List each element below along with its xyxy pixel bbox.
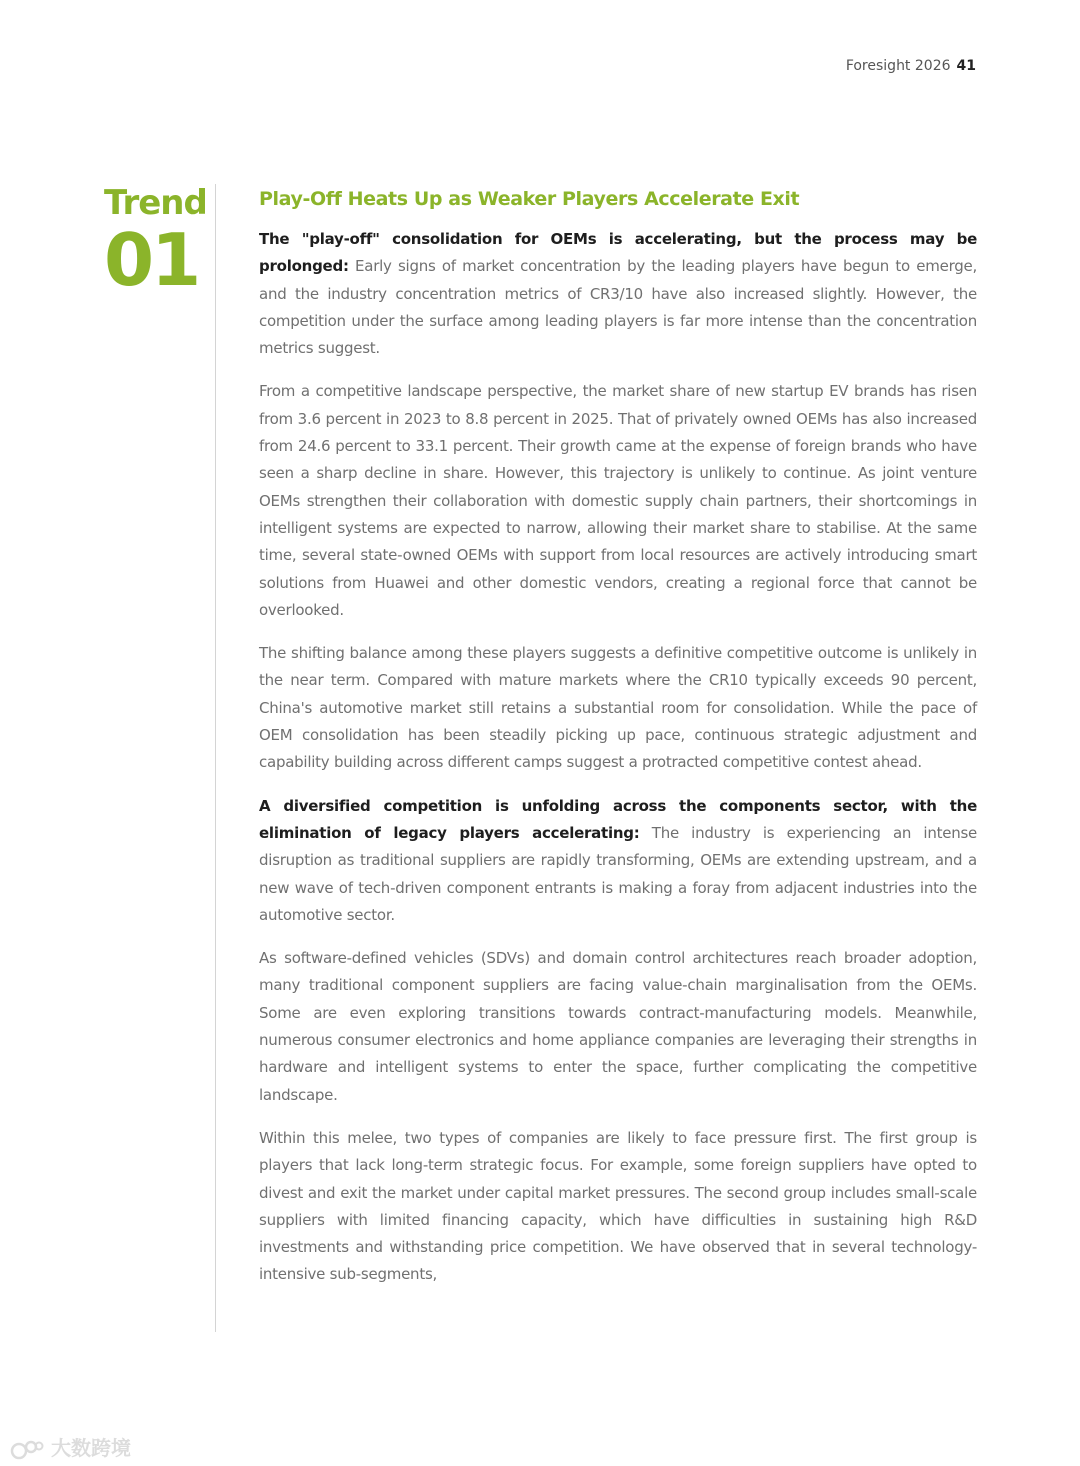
publication-name: Foresight 2026 [845, 58, 951, 74]
paragraph-2 [259, 378, 977, 624]
paragraph-4 [259, 793, 977, 929]
vertical-divider [215, 184, 216, 1332]
paragraph-text: Within this melee, two types of companies are likely to face pressure first. The first group is players that lack long-term strategic focus. For example, some foreign suppliers have opted to divest and exit the market under capital market pressures. The second group includes small-scale suppliers with limited financing capacity, which have difficulties in sustaining high R&D investments and withstanding price competition. We have observed that in several technology-intensive sub-segments, [259, 1128, 977, 1284]
article-body [259, 186, 977, 1305]
paragraph-3 [259, 640, 977, 776]
paragraph-text: The shifting balance among these players suggests a definitive competitive outcome is unlikely in the near term. Compared with mature markets where the CR10 typically exceeds 90 percent, China's automotive market still retains a substantial room for consolidation. While the pace of OEM consolidation has been steadily picking up pace, continuous strategic adjustment and capability building across different camps suggest a protracted competitive contest ahead. [259, 644, 977, 772]
trend-word: Trend [104, 183, 207, 223]
paragraph-lead: The "play-off" consolidation for OEMs is accelerating, but the process may be prolonged: [259, 230, 977, 276]
paragraph-1 [259, 226, 977, 362]
section-title: Play-Off Heats Up as Weaker Players Accelerate Exit [259, 188, 800, 210]
page-number: 41 [956, 58, 976, 74]
watermark-logo-icon [10, 1438, 44, 1462]
trend-number: 01 [104, 218, 199, 302]
watermark [10, 1432, 131, 1462]
paragraph-text: As software-defined vehicles (SDVs) and domain control architectures reach broader adoption, many traditional component suppliers are facing value-chain marginalisation from the OEMs. Some are even exploring transitions towards contract-manufacturing models. Meanwhile, numerous consumer electronics and home appliance companies are leveraging their strengths in hardware and intelligent systems to enter the space, further complicating the competitive landscape. [259, 949, 977, 1104]
paragraph-5 [259, 945, 977, 1109]
running-header [846, 58, 976, 74]
paragraph-6 [259, 1125, 977, 1289]
watermark-text: 大数跨境 [50, 1436, 131, 1460]
paragraph-text: The industry is experiencing an intense disruption as traditional suppliers are rapidly transforming, OEMs are extending upstream, and a new wave of tech-driven component entrants is making a foray from adjacent industries into the automotive sector. [259, 823, 977, 924]
trend-label [104, 183, 207, 302]
paragraph-text: Early signs of market concentration by the leading players have begun to emerge, and the industry concentration metrics of CR3/10 have also increased slightly. However, the competition under the surface among leading players is far more intense than the concentration metrics suggest. [259, 257, 977, 358]
paragraph-text: From a competitive landscape perspective, the market share of new startup EV brands has risen from 3.6 percent in 2023 to 8.8 percent in 2025. That of privately owned OEMs has also increased from 24.6 percent to 33.1 percent. Their growth came at the expense of foreign brands who have seen a sharp decline in share. However, this trajectory is unlikely to continue. As joint venture OEMs strengthen their collaboration with domestic supply chain partners, their shortcomings in intelligent systems are expected to narrow, allowing their market share to stabilise. At the same time, several state-owned OEMs with support from local resources are actively introducing smart solutions from Huawei and other domestic vendors, creating a regional force that cannot be overlooked. [259, 382, 977, 619]
paragraph-lead: A diversified competition is unfolding across the components sector, with the elimination of legacy players accelerating: [259, 796, 977, 842]
